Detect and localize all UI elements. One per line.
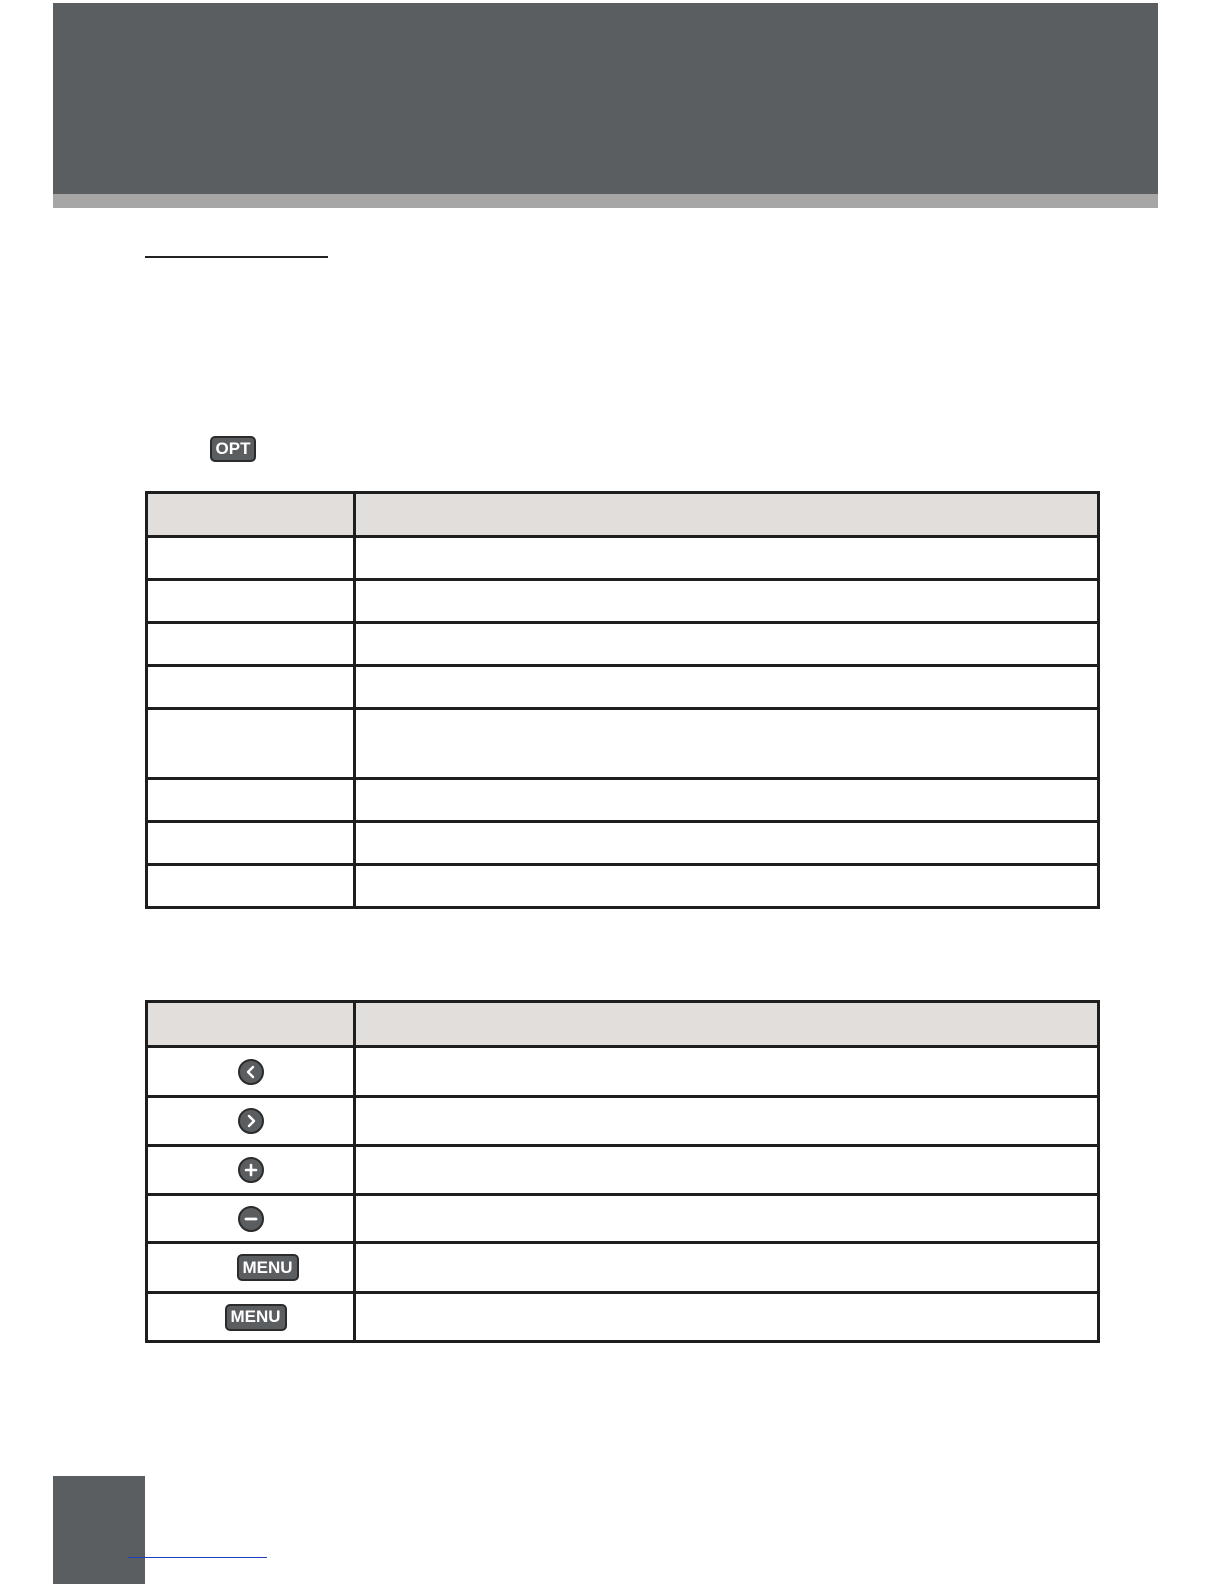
table-cell [147, 822, 355, 865]
table-row [147, 865, 1099, 908]
table-row [147, 1047, 1099, 1097]
table-cell [147, 779, 355, 822]
table-cell [355, 537, 1099, 580]
table-cell [147, 709, 355, 779]
table-row [147, 1293, 1099, 1342]
table-header-row [147, 493, 1099, 537]
table-cell [355, 1146, 1099, 1195]
opt-button-icon: OPT [210, 436, 256, 462]
table-cell [355, 1195, 1099, 1243]
header-cell [147, 1002, 355, 1047]
table-cell [355, 1243, 1099, 1293]
table-row [147, 709, 1099, 779]
menu-button-icon: MENU [237, 1254, 299, 1281]
table-cell [147, 666, 355, 709]
table-cell [147, 537, 355, 580]
table-cell [147, 1047, 355, 1097]
header-cell [147, 493, 355, 537]
table-cell [355, 709, 1099, 779]
table-row [147, 666, 1099, 709]
table-cell [147, 1146, 355, 1195]
table-cell [147, 1195, 355, 1243]
table-cell [355, 1097, 1099, 1146]
table-row [147, 822, 1099, 865]
table-header-row [147, 1002, 1099, 1047]
table-cell [355, 623, 1099, 666]
table-row [147, 537, 1099, 580]
options-table [145, 491, 1100, 909]
menu-button-icon: MENU [225, 1304, 287, 1331]
table-row [147, 1146, 1099, 1195]
table-cell [355, 580, 1099, 623]
table-row [147, 1243, 1099, 1293]
chevron-right-icon [238, 1108, 264, 1134]
table-cell [147, 1293, 355, 1342]
table-cell [355, 865, 1099, 908]
table-row [147, 1195, 1099, 1243]
table-cell [355, 779, 1099, 822]
header-cell [355, 493, 1099, 537]
table-row [147, 623, 1099, 666]
table-row [147, 580, 1099, 623]
header-stripe [53, 194, 1158, 208]
plus-icon [238, 1157, 264, 1183]
table-cell [355, 822, 1099, 865]
table-row [147, 1097, 1099, 1146]
table-cell [147, 865, 355, 908]
table-cell [147, 580, 355, 623]
section-title-underline [145, 256, 328, 258]
chevron-left-icon [238, 1059, 264, 1085]
footer-link-underline [128, 1557, 267, 1558]
table-cell [355, 666, 1099, 709]
table-cell [147, 1097, 355, 1146]
page-number-tab [53, 1476, 145, 1584]
table-cell [355, 1293, 1099, 1342]
table-row [147, 779, 1099, 822]
header-cell [355, 1002, 1099, 1047]
table-cell [147, 623, 355, 666]
table-cell [355, 1047, 1099, 1097]
header-band [53, 3, 1158, 194]
minus-icon [238, 1206, 264, 1232]
table-cell [147, 1243, 355, 1293]
controls-table [145, 1000, 1100, 1343]
